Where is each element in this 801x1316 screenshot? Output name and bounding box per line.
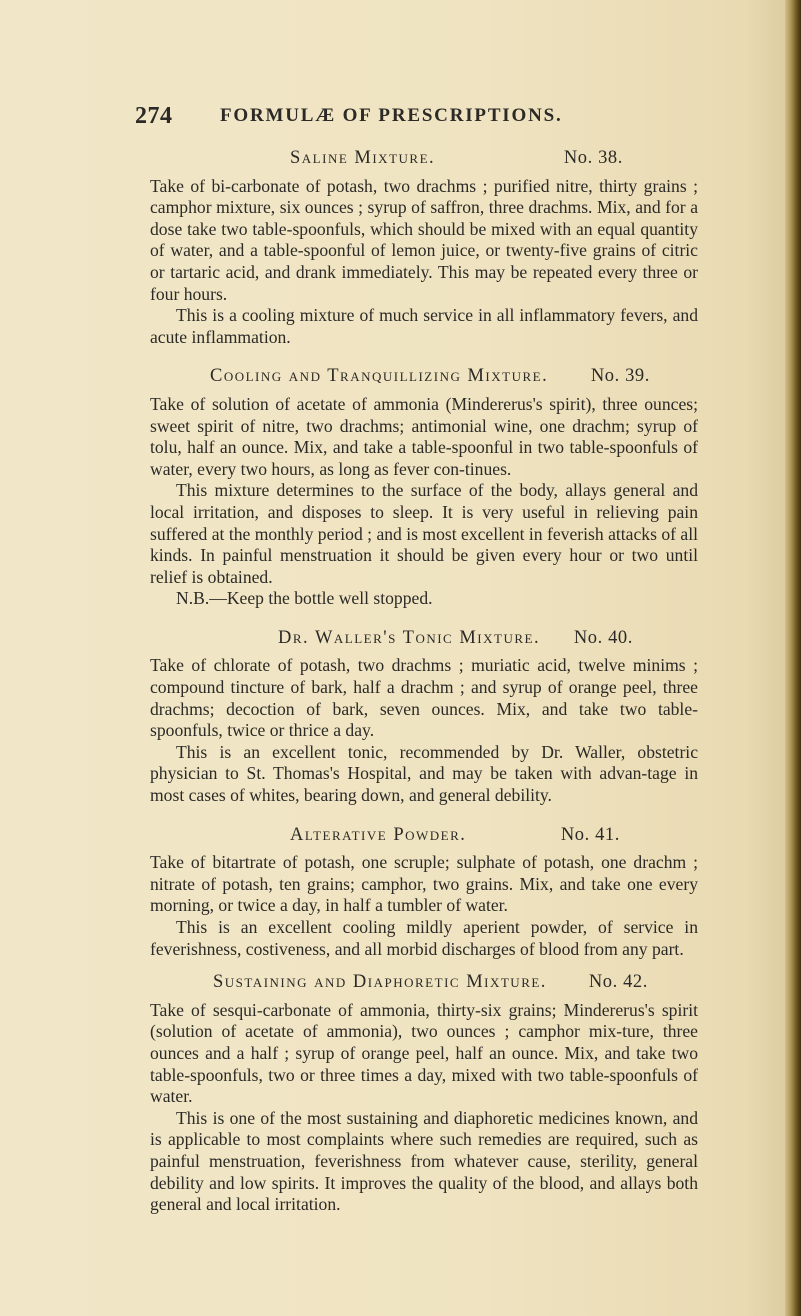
prescription-name: Cooling and Tranquillizing Mixture.	[210, 366, 549, 387]
prescription-number: No. 41.	[560, 824, 620, 845]
prescription-42	[150, 972, 698, 1216]
prescription-paragraph: This mixture determines to the surface of the body, allays general and local irritation, and disposes to sleep. It is very useful in relieving pain suffered at the monthly period ; and is most excellent in feverish attacks of all kinds. In painful menstruation it should be given every hour or two until relief is obtained.	[150, 480, 698, 587]
prescription-title	[150, 825, 698, 847]
prescription-40	[150, 628, 698, 807]
prescription-title	[150, 366, 698, 388]
prescription-paragraph: Take of chlorate of potash, two drachms ; muriatic acid, twelve minims ; compound tincture of bark, half a drachm ; and syrup of orange peel, three drachms; decoction of bark, seven ounces. Mix, and take two table-spoonfuls, twice or thrice a day.	[150, 655, 698, 741]
prescription-title	[150, 148, 698, 170]
page-body	[150, 148, 698, 1216]
prescription-paragraph: Take of bitartrate of potash, one scruple; sulphate of potash, one drachm ; nitrate of potash, ten grains; camphor, two grains. Mix, and take one every morning, or twice a day, in half a tumbler of water.	[150, 852, 698, 916]
prescription-41	[150, 825, 698, 961]
prescription-paragraph: This is an excellent cooling mildly aperient powder, of service in feverishness, costiveness, and all morbid discharges of blood from any part.	[150, 917, 698, 959]
prescription-number: No. 40.	[573, 627, 633, 648]
prescription-title	[150, 628, 698, 650]
page-number: 274	[135, 103, 173, 129]
prescription-38	[150, 148, 698, 348]
prescription-number: No. 38.	[563, 148, 623, 168]
prescription-number: No. 39.	[590, 366, 650, 387]
prescription-name: Saline Mixture.	[290, 148, 436, 168]
prescription-name: Sustaining and Diaphoretic Mixture.	[213, 972, 547, 993]
prescription-paragraph: Take of solution of acetate of ammonia (Mindererus's spirit), three ounces; sweet spirit of nitre, two drachms; antimonial wine, one drachm; syrup of tolu, half an ounce. Mix, and take a table-spoonful in two table-spoonfuls of water, every two hours, as long as fever con-tinues.	[150, 393, 698, 479]
running-head: FORMULÆ OF PRESCRIPTIONS.	[220, 105, 563, 126]
prescription-39	[150, 366, 698, 610]
prescription-paragraph: Take of bi-carbonate of potash, two drachms ; purified nitre, thirty grains ; camphor mixture, six ounces ; syrup of saffron, three drachms. Mix, and for a dose take two table-spoonfuls, which should be mixed with an equal quantity of water, and a table-spoonful of lemon juice, or twenty-five grains of citric or tartaric acid, and drank immediately. This may be repeated every three or four hours.	[150, 175, 698, 304]
prescription-name: Dr. Waller's Tonic Mixture.	[278, 627, 541, 648]
prescription-paragraph: This is a cooling mixture of much service in all inflammatory fevers, and acute inflammation.	[150, 305, 698, 347]
prescription-paragraph: This is one of the most sustaining and diaphoretic medicines known, and is applicable to most complaints where such remedies are required, such as painful menstruation, feverishness from whatever cause, sterility, general debility and low spirits. It improves the quality of the blood, and allays both general and local irritation.	[150, 1107, 698, 1215]
prescription-note: N.B.—Keep the bottle well stopped.	[176, 588, 433, 609]
prescription-paragraph: Take of sesqui-carbonate of ammonia, thirty-six grains; Mindererus's spirit (solution of acetate of ammonia), two ounces ; camphor mix-ture, three ounces and a half ; syrup of orange peel, half an ounce. Mix, and take two table-spoonfuls, two or three times a day, mixed with two table-spoonfuls of water.	[150, 999, 698, 1107]
prescription-title	[150, 972, 698, 994]
prescription-name: Alterative Powder.	[290, 824, 467, 845]
page-edge	[785, 0, 801, 1316]
prescription-number: No. 42.	[588, 972, 648, 993]
page-header	[135, 103, 635, 131]
prescription-paragraph: This is an excellent tonic, recommended by Dr. Waller, obstetric physician to St. Thomas's Hospital, and may be taken with advan-tage in most cases of whites, bearing down, and general debility.	[150, 741, 698, 806]
